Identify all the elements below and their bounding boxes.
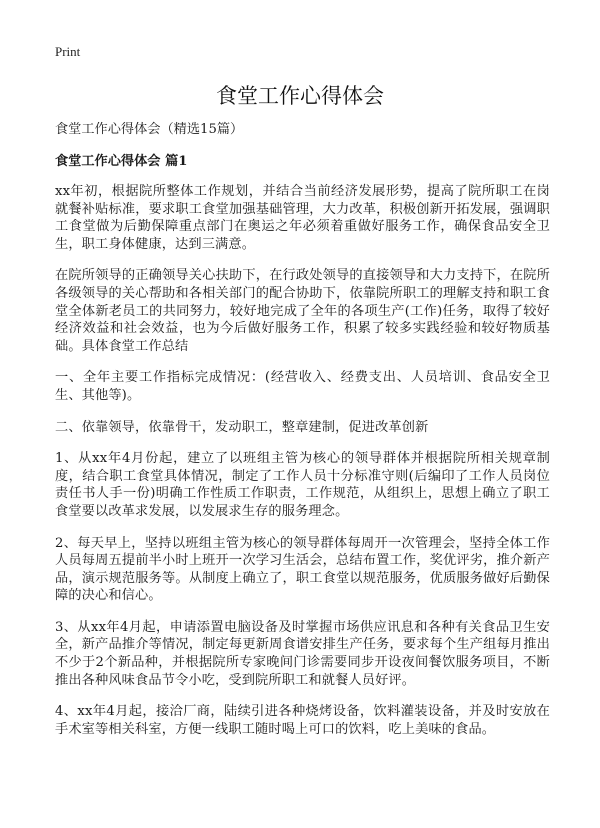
paragraph-3: 一、全年主要工作指标完成情况：(经营收入、经费支出、人员培训、食品安全卫生、其他等)。 <box>55 370 550 403</box>
document-body <box>55 120 550 752</box>
paragraph-1: xx年初，根据院所整体工作规划，并结合当前经济发展形势，提高了院所职工在岗就餐补贴标准，要求职工食堂加强基础管理，大力改革，积极创新开拓发展，强调职工食堂做为后勤保障重点部门在奥运之年必须着重做好服务工作，确保食品安全卫生，职工身体健康，达到三满意。 <box>55 184 550 252</box>
document-subtitle: 食堂工作心得体会（精选15篇） <box>55 122 244 137</box>
paragraph-8: 4、xx年4月起，接洽厂商，陆续引进各种烧烤设备，饮料灌装设备，并及时安放在手术室等相关科室，方便一线职工随时喝上可口的饮料，吃上美味的食品。 <box>55 704 550 737</box>
paragraph-5: 1、从xx年4月份起，建立了以班组主管为核心的领导群体并根据院所相关规章制度，结合职工食堂具体情况，制定了工作人员十分标准守则(后编印了工作人员岗位责任书人手一份)明确工作性质工作职责，工作规范，从组织上，思想上确立了职工食堂要以改革求发展，以发展求生存的服务理念。 <box>55 451 550 519</box>
page-title: 食堂工作心得体会 <box>216 84 384 108</box>
paragraph-4: 二、依靠领导，依靠骨干，发动职工，整章建制，促进改革创新 <box>55 419 429 435</box>
section-heading: 食堂工作心得体会 篇1 <box>55 154 188 169</box>
print-link[interactable]: Print <box>55 44 81 59</box>
paragraph-6: 2、每天早上，坚持以班组主管为核心的领导群体每周开一次管理会，坚持全体工作人员每周五提前半小时上班开一次学习生活会，总结布置工作，奖优评劣，推介新产品，演示规范服务等。从制度上确立了，职工食堂以规范服务，优质服务做好后勤保障的决心和信心。 <box>55 535 550 604</box>
paragraph-7: 3、从xx年4月起，申请添置电脑设备及时掌握市场供应讯息和各种有关食品卫生安全，新产品推介等情况，制定每更新周食谱安排生产任务，要求每个生产组每月推出不少于2个新品种，并根据院所专家晚间门诊需要同步开设夜间餐饮服务项目，不断推出各种风味食品节令小吃，受到院所职工和就餐人员好评。 <box>55 619 550 688</box>
paragraph-2: 在院所领导的正确领导关心扶助下，在行政处领导的直接领导和大力支持下，在院所各级领导的关心帮助和各相关部门的配合协助下，依靠院所职工的理解支持和职工食堂全体新老员工的共同努力，较好地完成了全年的各项生产(工作)任务，取得了较好经济效益和社会效益，也为今后做好服务工作，积累了较多实践经验和较好物质基础。具体食堂工作总结 <box>55 268 550 354</box>
